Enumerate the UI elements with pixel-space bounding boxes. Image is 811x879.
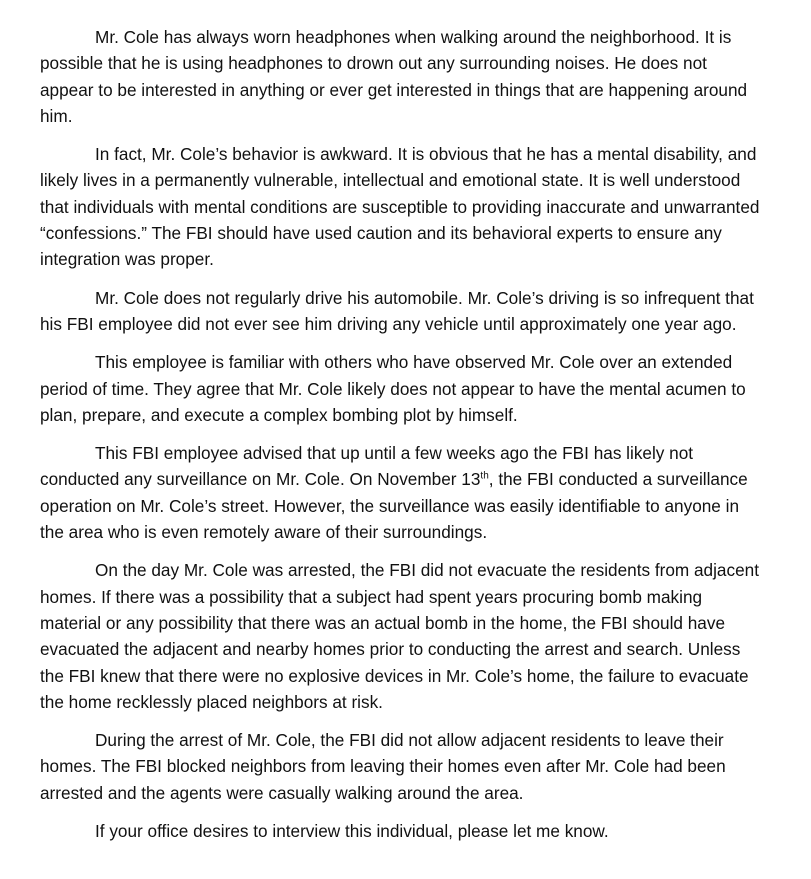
paragraph-closing: If your office desires to interview this individual, please let me know. [95, 821, 609, 842]
surveillance-text-end: , the FBI conducted a surveillance operation on Mr. Cole’s street. However, the surveillance was easily identifiable to anyone in the area who is even remotely aware of their surroundings. [40, 469, 748, 543]
document-page [40, 24, 765, 856]
paragraph-headphones: Mr. Cole has always worn headphones when walking around the neighborhood. It is possible that he is using headphones to drown out any surrounding noises. He does not appear to be interested in anything or ever get interested in things that are happening around him. [40, 27, 748, 126]
paragraph-arrest: During the arrest of Mr. Cole, the FBI did not allow adjacent residents to leave their homes. The FBI blocked neighbors from leaving their homes even after Mr. Cole had been arrested and the agents were casually walking around the area. [40, 730, 726, 803]
paragraph-behavior: In fact, Mr. Cole’s behavior is awkward. It is obvious that he has a mental disability, and likely lives in a permanently vulnerable, intellectual and emotional state. It is well understood that individuals with mental conditions are susceptible to providing inaccurate and unwarranted “confessions.” The FBI should have used caution and its behavioral experts to ensure any integration was proper. [40, 144, 760, 270]
paragraph-acumen: This employee is familiar with others who have observed Mr. Cole over an extended period of time. They agree that Mr. Cole likely does not appear to have the mental acumen to plan, prepare, and execute a complex bombing plot by himself. [40, 352, 746, 425]
ordinal-suffix: th [480, 470, 489, 482]
surveillance-text-start: This FBI employee advised that up until a few weeks ago the FBI has likely not conducted any surveillance on Mr. Cole. On November 13 [40, 443, 694, 490]
paragraph-driving: Mr. Cole does not regularly drive his automobile. Mr. Cole’s driving is so infrequent that his FBI employee did not ever see him driving any vehicle until approximately one year ago. [40, 287, 754, 334]
paragraph-surveillance [40, 440, 765, 545]
paragraph-evacuation: On the day Mr. Cole was arrested, the FBI did not evacuate the residents from adjacent homes. If there was a possibility that a subject had spent years procuring bomb making material or any possibility that there was an actual bomb in the home, the FBI should have evacuated the adjacent and nearby homes prior to conducting the arrest and search. Unless the FBI knew that there were no explosive devices in Mr. Cole’s home, the failure to evacuate the home recklessly placed neighbors at risk. [40, 560, 759, 712]
